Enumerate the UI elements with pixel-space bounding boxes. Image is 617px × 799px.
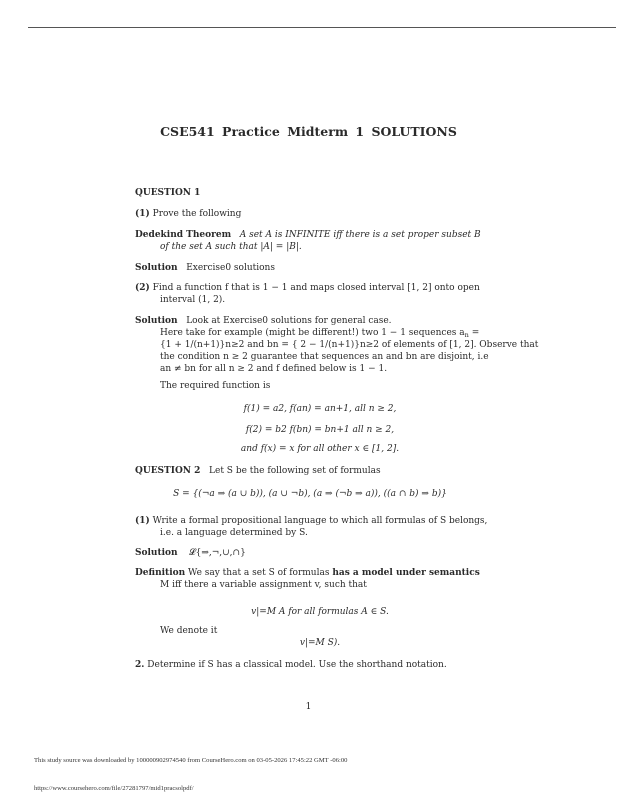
q2-part1-number: (1) bbox=[135, 516, 150, 526]
definition bbox=[135, 567, 480, 579]
q2-solution bbox=[135, 547, 246, 559]
body-line4: an ≠ bn for all n ≥ 2 and f defined below is 1 − 1. bbox=[160, 364, 388, 374]
question-2-heading: QUESTION 2 bbox=[135, 466, 201, 476]
definition-line2: M iff there a variable assignment v, such that bbox=[160, 580, 367, 590]
dedekind-theorem bbox=[135, 229, 481, 241]
model-equation: v|=M A for all formulas A ∈ S. bbox=[251, 607, 389, 617]
q1-part2-line2: interval (1, 2). bbox=[160, 295, 226, 305]
equation-1: f(1) = a2, f(an) = an+1, all n ≥ 2, bbox=[243, 404, 397, 414]
q1-part2 bbox=[135, 282, 480, 294]
question-2-intro: Let S be the following set of formulas bbox=[209, 466, 381, 476]
solution-2-text: Look at Exercise0 solutions for general case. bbox=[186, 316, 392, 326]
q2-solution-label: Solution bbox=[135, 548, 178, 558]
q1-part2-number: (2) bbox=[135, 283, 150, 293]
definition-label: Definition bbox=[135, 568, 186, 578]
denote-equation: v|=M S). bbox=[299, 638, 341, 648]
body-line3: the condition n ≥ 2 guarantee that sequences an and bn are disjoint, i.e bbox=[160, 352, 489, 362]
top-rule bbox=[28, 27, 616, 28]
q2-part1-line1: Write a formal propositional language to which all formulas of S belongs, bbox=[152, 516, 488, 526]
body-line1-sub: n bbox=[464, 331, 469, 339]
q1-part1-text: Prove the following bbox=[152, 209, 242, 219]
q2-part2-number: 2. bbox=[135, 660, 145, 670]
question-2 bbox=[135, 465, 381, 477]
body-line5: The required function is bbox=[160, 381, 271, 391]
solution-1-label: Solution bbox=[135, 263, 178, 273]
q1-part1-number: (1) bbox=[135, 209, 150, 219]
page-number: 1 bbox=[305, 702, 312, 712]
equation-2: f(2) = b2 f(bn) = bn+1 all n ≥ 2, bbox=[245, 425, 395, 435]
footer-source-url[interactable]: https://www.coursehero.com/file/27281797/mid1pracsolpdf/ bbox=[34, 785, 194, 792]
q1-solution-1 bbox=[135, 262, 275, 274]
solution-2-label: Solution bbox=[135, 316, 178, 326]
body-line2: {1 + 1/(n+1)}n≥2 and bn = { 2 − 1/(n+1)}n≥2 of elements of [1, 2]. Observe that bbox=[160, 340, 539, 350]
q1-solution-2 bbox=[135, 315, 392, 327]
q2-part1-line2: i.e. a language determined by S. bbox=[160, 528, 308, 538]
question-1-heading: QUESTION 1 bbox=[135, 188, 201, 198]
page-title: CSE541 Practice Midterm 1 SOLUTIONS bbox=[160, 124, 457, 139]
definition-text: We say that a set S of formulas bbox=[188, 568, 333, 578]
denote-text: We denote it bbox=[160, 626, 218, 636]
dedekind-line2: of the set A such that |A| = |B|. bbox=[160, 242, 302, 252]
footer-download-notice: This study source was downloaded by 100000902974540 from CourseHero.com on 03-05-2026 17:45:22 GMT -06:00 bbox=[34, 757, 348, 764]
q2-part2-text: Determine if S has a classical model. Use the shorthand notation. bbox=[147, 660, 447, 670]
q2-part1 bbox=[135, 515, 487, 527]
q1-part2-line1: Find a function f that is 1 − 1 and maps closed interval [1, 2] onto open bbox=[152, 283, 480, 293]
formula-set: S = {(¬a ⇒ (a ∪ b)), (a ∪ ¬b), (a ⇒ (¬b ⇒ a)), ((a ∩ b) ⇒ b)} bbox=[173, 489, 447, 499]
body-line1-text: Here take for example (might be different!) two 1 − 1 sequences a bbox=[160, 328, 465, 338]
q2-solution-text: 𝓛{⇒,¬,∪,∩} bbox=[189, 548, 246, 558]
dedekind-label: Dedekind Theorem bbox=[135, 230, 232, 240]
dedekind-line1: A set A is INFINITE iff there is a set proper subset B bbox=[239, 230, 481, 240]
q2-part2 bbox=[135, 659, 447, 671]
definition-bold: has a model under semantics bbox=[332, 568, 480, 578]
body-line1-end: = bbox=[468, 328, 480, 338]
solution-1-text: Exercise0 solutions bbox=[186, 263, 275, 273]
q1-part1 bbox=[135, 208, 241, 220]
equation-3: and f(x) = x for all other x ∈ [1, 2]. bbox=[240, 444, 400, 454]
